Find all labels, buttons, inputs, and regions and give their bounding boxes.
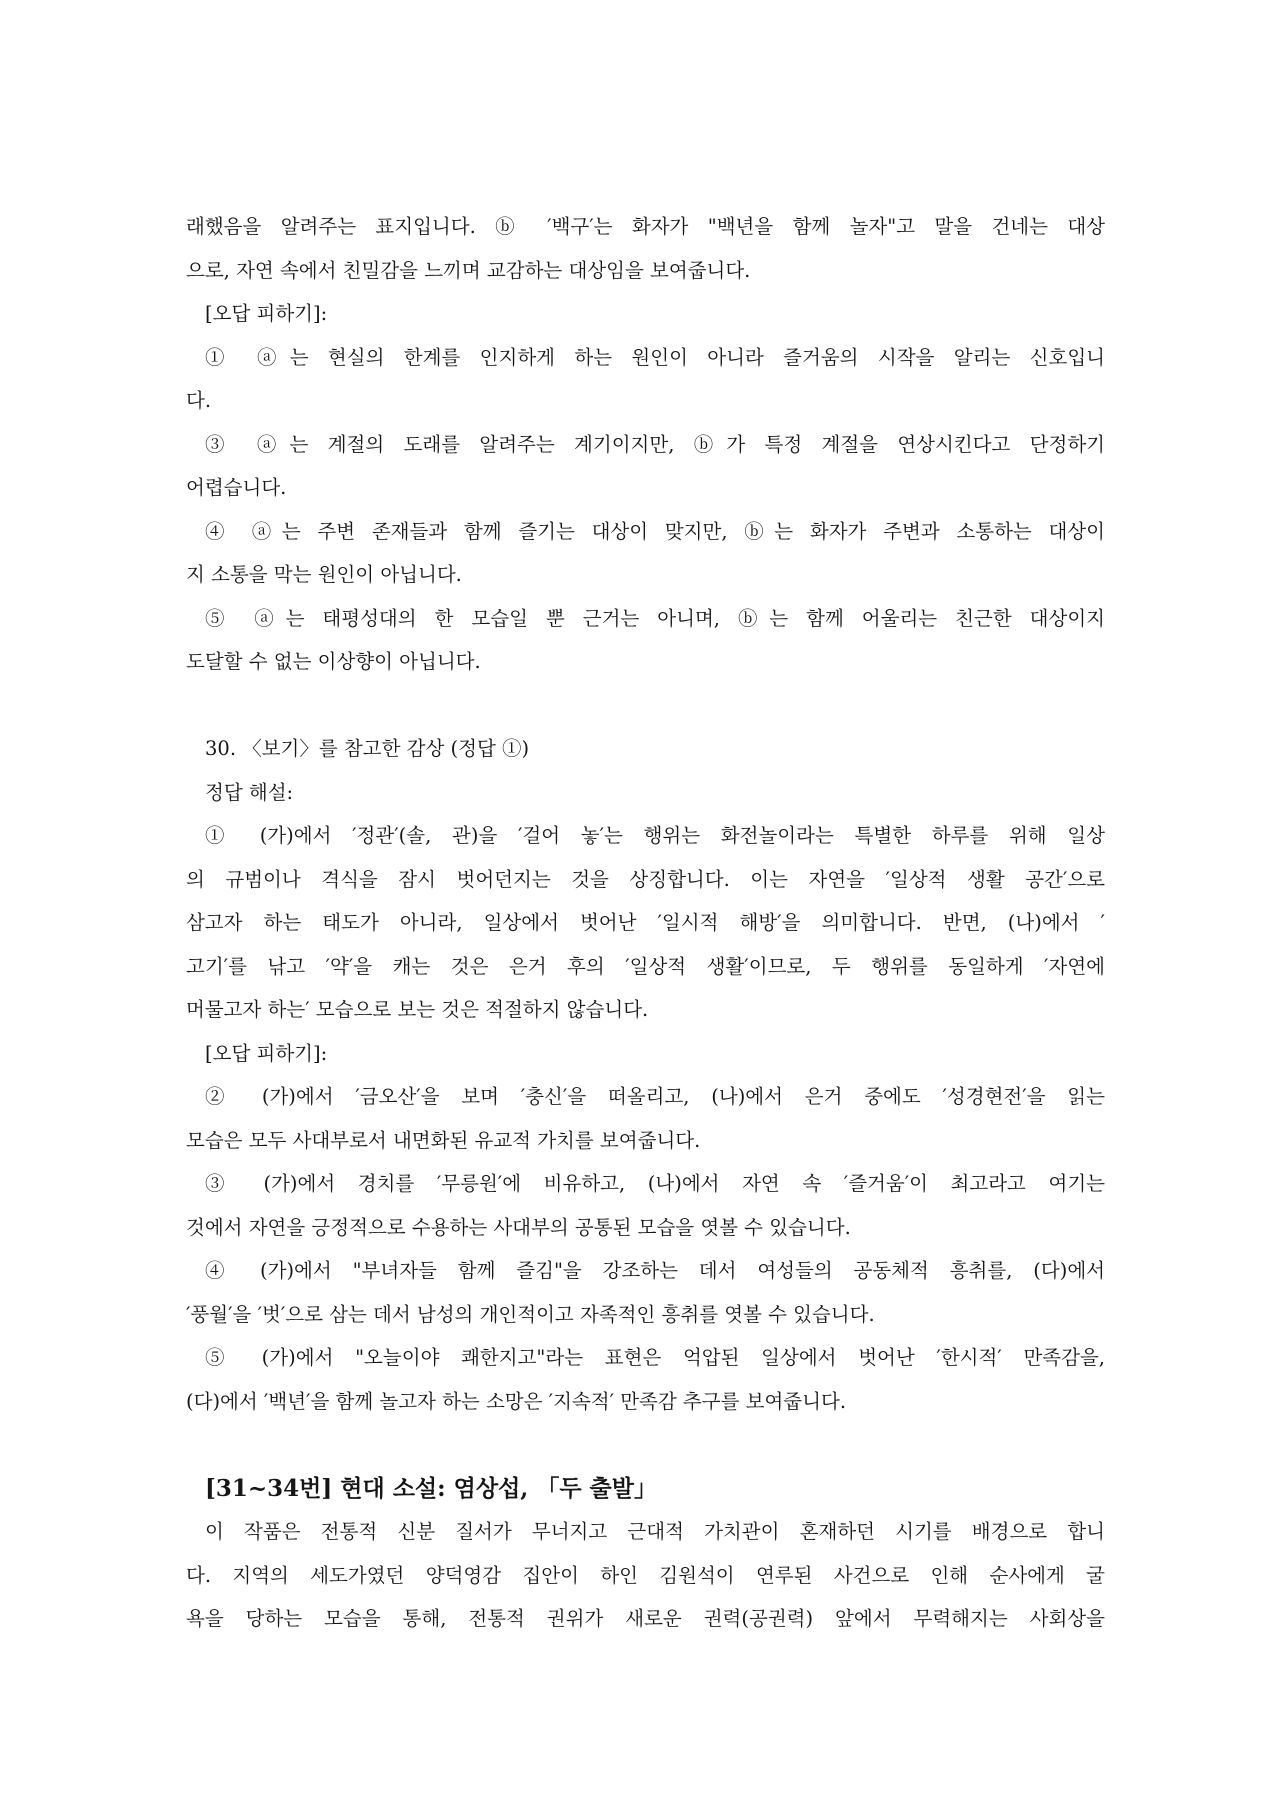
wrong-answer-item — [186, 510, 1105, 597]
explanation-line: 머물고자 하는′ 모습으로 보는 것은 적절하지 않습니다. — [186, 998, 649, 1021]
wrong-answer-line: (다)에서 ′백년′을 함께 놀고자 하는 소망은 ′지속적′ 만족감 추구를 보여줍니다. — [186, 1389, 847, 1413]
answer-explanation-heading: 정답 해설: — [205, 780, 294, 804]
wrong-answer-line: ② (가)에서 ′금오산′을 보며 ′충신′을 떠올리고, (나)에서 은거 중에도 ′성경현전′을 읽는 — [205, 1085, 1105, 1108]
wrong-answer-line: 지 소통을 막는 원인이 아닙니다. — [186, 563, 462, 586]
wrong-answer-line: 모습은 모두 사대부로서 내면화된 유교적 가치를 보여줍니다. — [186, 1128, 701, 1152]
wrong-answer-item — [186, 1249, 1105, 1336]
wrong-answer-item — [186, 336, 1105, 423]
wrong-answer-line: ③ ⓐ는 계절의 도래를 알려주는 계기이지만, ⓑ가 특정 계절을 연상시킨다고 단정하기 — [205, 432, 1105, 456]
intro-line: 욕을 당하는 모습을 통해, 전통적 권위가 새로운 권력(공권력) 앞에서 무력해지는 사회상을 — [186, 1607, 1105, 1630]
explanation-line: 래했음을 알려주는 표지입니다. ⓑ ′백구′는 화자가 "백년을 함께 놀자"고 말을 건네는 대상 — [186, 215, 1105, 238]
section-heading: [31~34번] 현대 소설: 염상섭, 「두 출발」 — [205, 1474, 657, 1502]
wrong-answer-item — [186, 1336, 1105, 1423]
wrong-answer-item — [186, 597, 1105, 684]
wrong-answers-heading: [오답 피하기]: — [205, 1041, 328, 1065]
explanation-line: 의 규범이나 격식을 잠시 벗어던지는 것을 상징합니다. 이는 자연을 ′일상적 생활 공간′으로 — [186, 867, 1105, 891]
explanation-line: ① (가)에서 ′정관′(솔, 관)을 ′걸어 놓′는 행위는 화전놀이라는 특별한 하루를 위해 일상 — [205, 824, 1105, 847]
question-title: 30. 〈보기〉를 참고한 감상 (정답 ①) — [205, 737, 530, 760]
wrong-answer-line: 어렵습니다. — [186, 476, 287, 499]
wrong-answer-line: ④ (가)에서 "부녀자들 함께 즐김"을 강조하는 데서 여성들의 공동체적 흥취를, (다)에서 — [205, 1259, 1105, 1282]
wrong-answer-line: ′풍월′을 ′벗′으로 삼는 데서 남성의 개인적이고 자족적인 흥취를 엿볼 수 있습니다. — [186, 1302, 875, 1326]
wrong-answer-line: ④ ⓐ는 주변 존재들과 함께 즐기는 대상이 맞지만, ⓑ는 화자가 주변과 소통하는 대상이 — [205, 519, 1105, 543]
intro-line: 이 작품은 전통적 신분 질서가 무너지고 근대적 가치관이 혼재하던 시기를 배경으로 합니 — [205, 1520, 1105, 1543]
q29-explanation — [186, 205, 1105, 292]
paragraph-spacer — [186, 684, 1105, 728]
intro-line: 다. 지역의 세도가였던 양덕영감 집안이 하인 김원석이 연루된 사건으로 인해 순사에게 굴 — [186, 1563, 1105, 1587]
document-page — [186, 205, 1105, 1641]
wrong-answer-line: ⑤ (가)에서 "오늘이야 쾌한지고"라는 표현은 억압된 일상에서 벗어난 ′한시적′ 만족감을, — [205, 1346, 1105, 1369]
wrong-answer-item — [186, 423, 1105, 510]
wrong-answer-line: 도달할 수 없는 이상향이 아닙니다. — [186, 650, 481, 673]
wrong-answer-line: 다. — [186, 389, 212, 412]
wrong-answer-line: 것에서 자연을 긍정적으로 수용하는 사대부의 공통된 모습을 엿볼 수 있습니다. — [186, 1215, 851, 1239]
answer-explanation — [186, 814, 1105, 1032]
wrong-answer-item — [186, 1162, 1105, 1249]
section-intro — [186, 1510, 1105, 1641]
wrong-answer-line: ① ⓐ는 현실의 한계를 인지하게 하는 원인이 아니라 즐거움의 시작을 알리는 신호입니 — [205, 345, 1105, 369]
explanation-line: 으로, 자연 속에서 친밀감을 느끼며 교감하는 대상임을 보여줍니다. — [186, 258, 751, 282]
wrong-answers-heading: [오답 피하기]: — [205, 302, 328, 325]
paragraph-spacer — [186, 1423, 1105, 1467]
explanation-line: 고기′를 낚고 ′약′을 캐는 것은 은거 후의 ′일상적 생활′이므로, 두 행위를 동일하게 ′자연에 — [186, 954, 1105, 978]
wrong-answer-item — [186, 1075, 1105, 1162]
explanation-line: 삼고자 하는 태도가 아니라, 일상에서 벗어난 ′일시적 해방′을 의미합니다. 반면, (나)에서 ′ — [186, 911, 1105, 934]
wrong-answer-line: ⑤ ⓐ는 태평성대의 한 모습일 뿐 근거는 아니며, ⓑ는 함께 어울리는 친근한 대상이지 — [205, 606, 1105, 630]
wrong-answer-line: ③ (가)에서 경치를 ′무릉원′에 비유하고, (나)에서 자연 속 ′즐거움′이 최고라고 여기는 — [205, 1172, 1105, 1195]
